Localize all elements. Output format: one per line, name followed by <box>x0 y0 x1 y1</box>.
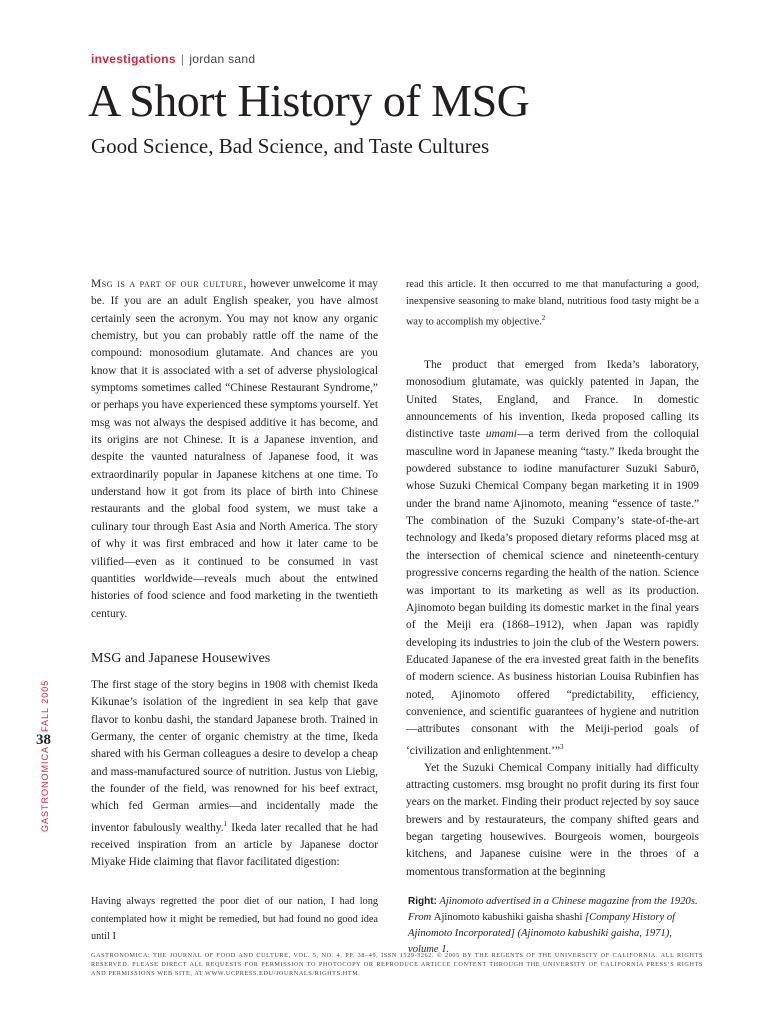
block-quote: Having always regretted the poor diet of our nation, I had long contemplated how it might be remedied, but had found no good idea until I <box>91 896 378 942</box>
section-label: investigations <box>91 52 176 66</box>
paragraph-product <box>406 357 699 760</box>
paragraph-ikeda-cont: Ikeda later recalled that he had received inspiration from an article by Japanese doctor Miyake Hide claiming that flavor facilitated digestion: <box>91 821 378 869</box>
footnote-3: 3 <box>560 742 564 751</box>
paragraph-product-b: —a term derived from the colloquial masculine word in Japanese meaning “tasty.” Ikeda brought the powdered substance to iodine manufacturer Suzuki Saburō, whose Suzuki Chemical Company began marketing it in 1909 under the brand name Ajinomoto, meaning “essence of taste.” The combination of the Suzuki Company’s state-of-the-art technology and Ikeda’s proposed dietary reforms placed msg at the intersection of chemical science and nineteenth-century progressive concerns regarding the health of the nation. Science was important to its marketing as well as its production. Ajinomoto began building its domestic market in the final years of the Meiji era (1868–1912), when Japan was rapidly developing its industries to join the club of the Western powers. Educated Japanese of the era invested great faith in the benefits of modern science. As business historian Louisa Rubinfien has noted, Ajinomoto offered “predictability, efficiency, convenience, and scientific guarantees of hygiene and nutrition—attributes consonant with the Meiji-period goals of ‘civilization and enlightenment.’” <box>406 428 699 757</box>
footnote-2: 2 <box>541 314 546 323</box>
intro-text: however unwelcome it may be. If you are an adult English speaker, you have almost certainly seen the acronym. You may not know any organic chemistry, but you can probably rattle off the name of the compound: monosodium glutamate. And chances are you know that it is associated with a set of adverse physiological symptoms sometimes called “Chinese Restaurant Syndrome,” or perhaps you have experienced these symptoms yourself. Yet msg was not always the despised additive it has become, and its origins are not Chinese. It is a Japanese invention, and despite the vaunted naturalness of Japanese food, it was extraordinarily popular in Japanese kitchens at one time. To understand how it got from its place of birth into Chinese restaurants and the global food system, we must take a culinary tour through East Asia and North America. The story of why it was first embraced and how it later came to be vilified—even as it continued to be consumed in vast quantities worldwide—reveals much about the entwined histories of food science and food marketing in the twentieth century. <box>91 278 378 620</box>
right-column <box>406 276 699 881</box>
caption-lead: Right: <box>408 896 437 907</box>
caption-text-2: [Company History of Ajinomoto Incorporated] (Ajinomoto kabushiki gaisha, 1971), volume 1. <box>408 912 676 955</box>
block-quote-cont <box>406 276 699 331</box>
page-number: 38 <box>36 732 51 748</box>
footnote-1: 1 <box>223 819 228 828</box>
copyright-footer: GASTRONOMICA: THE JOURNAL OF FOOD AND CULTURE, VOL. 5, NO. 4, PP. 38–49, ISSN 1529-3262. © 2005 BY THE REGENTS OF THE UNIVERSITY OF CALIFORNIA. ALL RIGHTS RESERVED. PLEASE DIRECT ALL REQUESTS FOR PERMISSION TO PHOTOCOPY OR REPRODUCE ARTICLE CONTENT THROUGH THE UNIVERSITY OF CALIFORNIA PRESS’S RIGHTS AND PERMISSIONS WEB SITE, AT WWW.UCPRESS.EDU/JOURNALS/RIGHTS.HTM. <box>91 952 703 977</box>
figure-caption <box>408 894 702 958</box>
sidebar-running-head <box>40 680 50 832</box>
intro-lead: Msg is a part of our culture, <box>91 278 247 290</box>
block-quote-cont-text: read this article. It then occurred to me that manufacturing a good, inexpensive seasoning to make bland, nutritious food tasty might be a way to accomplish my objective. <box>406 279 699 328</box>
caption-text-1: Ajinomoto advertised in a Chinese magazine from the 1920s. From <box>408 896 698 923</box>
umami-term: umami <box>485 428 517 441</box>
issue-label: FALL 2005 <box>40 679 50 732</box>
paragraph-product-a: The product that emerged from Ikeda’s laboratory, monosodium glutamate, was quickly patented in Japan, the United States, England, and France. In domestic announcements of his invention, Ikeda proposed calling its distinctive taste <box>406 359 699 441</box>
article-title: A Short History of MSG <box>88 75 530 126</box>
section-kicker <box>91 52 255 66</box>
left-column <box>91 276 378 945</box>
section-heading: MSG and Japanese Housewives <box>91 650 271 666</box>
paragraph-ikeda-text: The first stage of the story begins in 1908 with chemist Ikeda Kikunae’s isolation of the ingredient in sea kelp that gave flavor to konbu dashi, the standard Japanese broth. Trained in Germany, the center of organic chemistry at the time, Ikeda shared with his German colleagues a desire to develop a cheap and mass-manufactured source of nutrition. Justus von Liebig, the founder of the field, was renowned for his beef extract, which fed German armies—and incidentally made the inventor fabulously wealthy. <box>91 678 378 834</box>
paragraph-ikeda <box>91 677 378 872</box>
caption-book-title: Ajinomoto kabushiki gaisha shashi <box>433 912 583 923</box>
article-subtitle: Good Science, Bad Science, and Taste Cultures <box>91 134 490 158</box>
author-name: jordan sand <box>189 52 256 66</box>
magazine-name: GASTRONOMICA <box>40 745 50 832</box>
paragraph-suzuki: Yet the Suzuki Chemical Company initially had difficulty attracting customers. msg brought no profit during its first four years on the market. Finding their product rejected by soy sauce brewers and by restaurateurs, the company shifted gears and began targeting housewives. Bourgeois women, bourgeois kitchens, and Japanese cuisine were in the throes of a momentous transformation at the beginning <box>406 761 699 878</box>
intro-paragraph <box>91 276 378 623</box>
kicker-separator: | <box>180 52 185 66</box>
